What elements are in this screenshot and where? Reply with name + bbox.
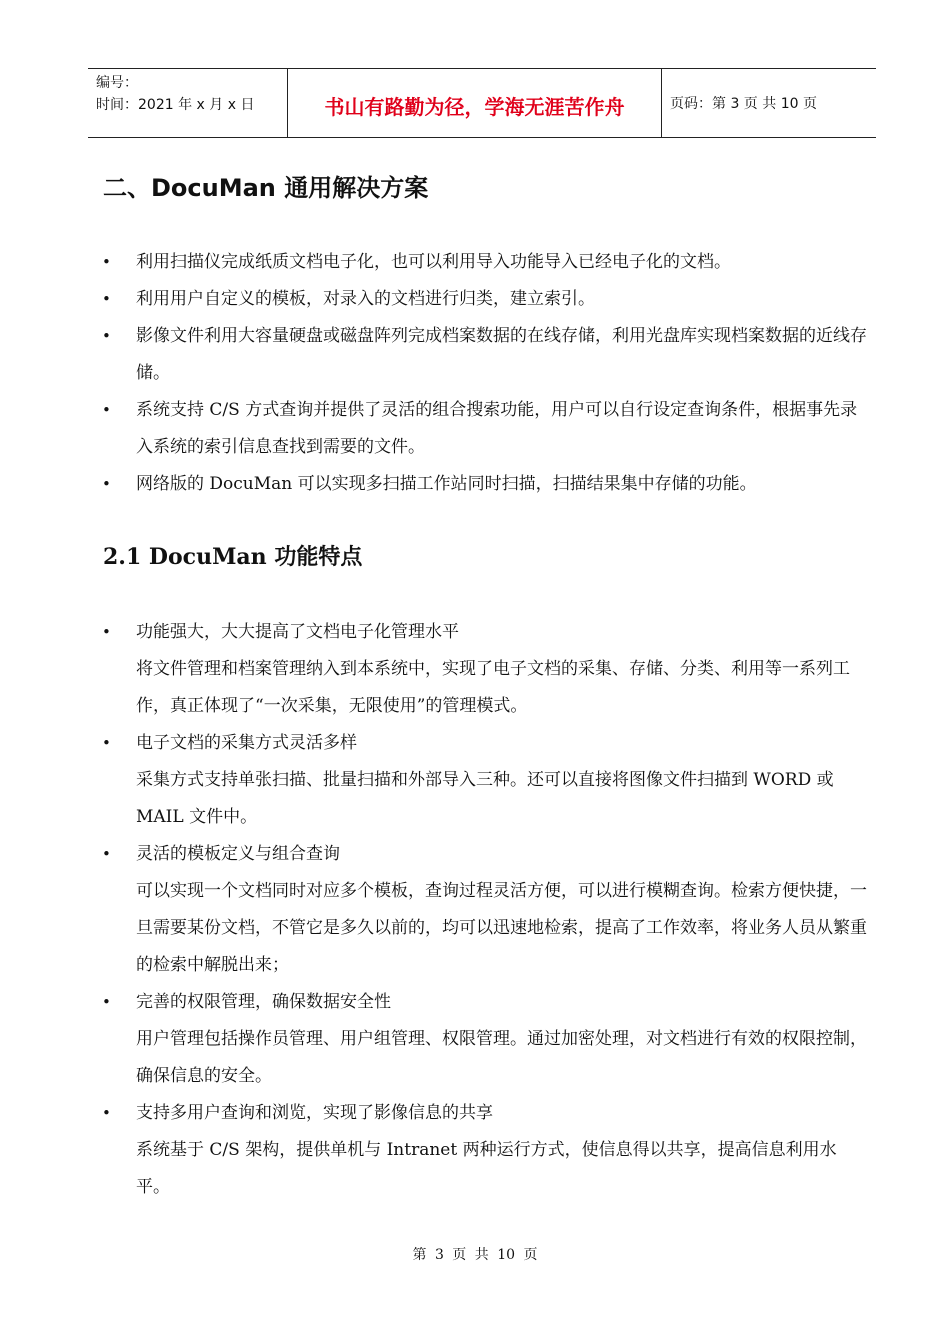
feature-description: 可以实现一个文档同时对应多个模板，查询过程灵活方便，可以进行模糊查询。检索方便快捷，一旦需要某份文档，不管它是多久以前的，均可以迅速地检索，提高了工作效率，将业务人员从繁重的检索中解脱出来； [136, 881, 867, 975]
feature-heading: 完善的权限管理，确保数据安全性 [136, 992, 391, 1012]
list-item [100, 836, 870, 984]
feature-description: 采集方式支持单张扫描、批量扫描和外部导入三种。还可以直接将图像文件扫描到 WORD 或 MAIL 文件中。 [136, 770, 834, 827]
list-item [100, 1095, 870, 1206]
bullet-icon: • [102, 993, 111, 1011]
feature-heading: 电子文档的采集方式灵活多样 [136, 733, 357, 753]
bullet-icon: • [102, 734, 111, 752]
bullet-icon: • [102, 845, 111, 863]
list-item [100, 725, 870, 836]
header-motto: 书山有路勤为径，学海无涯苦作舟 [288, 69, 662, 137]
feature-heading: 支持多用户查询和浏览，实现了影像信息的共享 [136, 1103, 493, 1123]
page-footer: 第 3 页 共 10 页 [412, 1247, 538, 1263]
header-left-cell [88, 69, 288, 137]
header-page-info: 页码：第 3 页 共 10 页 [670, 96, 817, 112]
document-time-label: 时间：2021 年 x 月 x 日 [96, 97, 255, 113]
bullet-icon: • [102, 253, 111, 271]
document-number-label: 编号： [96, 75, 138, 91]
features-list [100, 614, 870, 1206]
page-header [88, 68, 876, 138]
bullet-icon: • [102, 475, 111, 493]
list-item: • 利用扫描仪完成纸质文档电子化，也可以利用导入功能导入已经电子化的文档。 [100, 244, 870, 281]
list-item [100, 984, 870, 1095]
feature-heading: 功能强大，大大提高了文档电子化管理水平 [136, 622, 459, 642]
section-title-solution: 二、DocuMan 通用解决方案 [103, 174, 429, 202]
list-item [100, 614, 870, 725]
section-title-features: 2.1 DocuMan 功能特点 [103, 544, 363, 570]
list-item: • 系统支持 C/S 方式查询并提供了灵活的组合搜索功能，用户可以自行设定查询条件，根据事先录入系统的索引信息查找到需要的文件。 [100, 392, 870, 466]
bullet-icon: • [102, 290, 111, 308]
bullet-icon: • [102, 1104, 111, 1122]
feature-description: 用户管理包括操作员管理、用户组管理、权限管理。通过加密处理，对文档进行有效的权限控制，确保信息的安全。 [136, 1029, 867, 1086]
feature-heading: 灵活的模板定义与组合查询 [136, 844, 340, 864]
bullet-icon: • [102, 623, 111, 641]
feature-description: 将文件管理和档案管理纳入到本系统中，实现了电子文档的采集、存储、分类、利用等一系列工作，真正体现了“一次采集，无限使用”的管理模式。 [136, 659, 850, 716]
bullet-icon: • [102, 327, 111, 345]
list-item: • 利用用户自定义的模板，对录入的文档进行归类，建立索引。 [100, 281, 870, 318]
list-item: • 网络版的 DocuMan 可以实现多扫描工作站同时扫描，扫描结果集中存储的功能。 [100, 466, 870, 503]
list-item: • 影像文件利用大容量硬盘或磁盘阵列完成档案数据的在线存储，利用光盘库实现档案数据的近线存储。 [100, 318, 870, 392]
bullet-icon: • [102, 401, 111, 419]
feature-description: 系统基于 C/S 架构，提供单机与 Intranet 两种运行方式，使信息得以共享，提高信息利用水平。 [136, 1140, 837, 1197]
solution-bullet-list [100, 244, 870, 503]
